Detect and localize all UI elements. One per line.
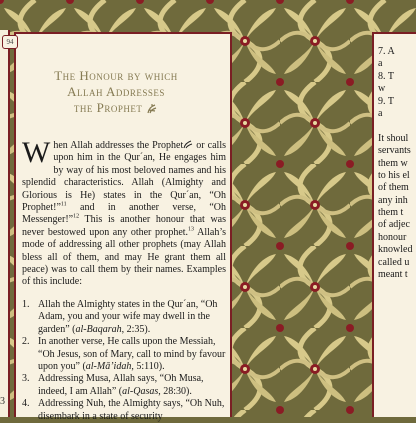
body-text	[22, 136, 227, 423]
right-line: 7. A	[378, 46, 395, 57]
right-line: any inh	[378, 194, 408, 206]
right-line: w	[378, 83, 386, 95]
right-line: of them	[378, 182, 409, 194]
list-item: 2. In another verse, He calls upon the Messiah, “Oh Jesus, son of Mary, call to mind by favour upon you” (al-Mā’idah, 5:110).	[22, 336, 226, 372]
right-line: servants	[378, 145, 411, 157]
footnote-ref[interactable]: 11	[60, 201, 67, 208]
right-line: meant t	[378, 269, 408, 281]
drop-cap: W	[22, 136, 51, 169]
right-line: them w	[378, 157, 408, 169]
right-line: them t	[378, 207, 404, 219]
right-line: honour	[378, 231, 407, 243]
right-line: a	[378, 58, 383, 70]
examples-list	[22, 299, 226, 423]
right-line: called u	[378, 256, 410, 268]
left-page-number: 3	[0, 396, 5, 407]
chapter-heading	[16, 68, 216, 116]
right-line: It shoul	[378, 132, 409, 144]
right-line: a	[378, 107, 383, 119]
right-line	[378, 120, 416, 132]
intro-paragraph: When Allah addresses the Prophet or calls upon him in the Qur´an, He engages him by way of his most beloved names and his splendid characteristics. Allah (Almighty and Glorious is He) states in the Qur´an, “Oh Prophet!”$^{11}$ and in another verse, “Oh Messenger!”$^{12}$ This is another honour that was never bestowed upon any other prophet.$^{13}$ Allah’s mode of addressing all other prophets (may Allah bless all of them, and may He grant them all peace) was to call them by their names. Examples of this include:	[22, 136, 227, 288]
list-item: 1. Allah the Almighty states in the Qur´an, “Oh Adam, you and your wife may dwell in the garden” (al-Baqarah, 2:35).	[22, 298, 218, 335]
list-item: 4. Addressing Nuh, the Almighty says, “Oh Nuh, disembark in a state of security	[22, 398, 225, 422]
inline-salutation-icon	[183, 140, 193, 149]
footnote-ref[interactable]: 12	[73, 214, 80, 221]
right-line: of adjec	[378, 219, 410, 231]
right-page-text	[378, 46, 416, 281]
heading-line-1: The Honour by which	[54, 68, 178, 83]
page-number: 94	[2, 35, 18, 49]
left-page	[0, 30, 10, 417]
right-page	[372, 32, 416, 417]
heading-line-2: Allah Addresses	[67, 84, 165, 99]
right-line: to his el	[378, 169, 410, 181]
salutation-calligraphy-icon	[146, 103, 158, 115]
footnote-ref[interactable]: 13	[188, 226, 195, 233]
right-line: 9. T	[378, 95, 394, 107]
right-line: knowled	[378, 244, 413, 256]
list-item: 3. Addressing Musa, Allah says, “Oh Musa, indeed, I am Allah” (al-Qasas, 28:30).	[22, 373, 204, 397]
heading-line-3: the Prophet	[73, 100, 143, 115]
right-line: 8. T	[378, 70, 394, 82]
